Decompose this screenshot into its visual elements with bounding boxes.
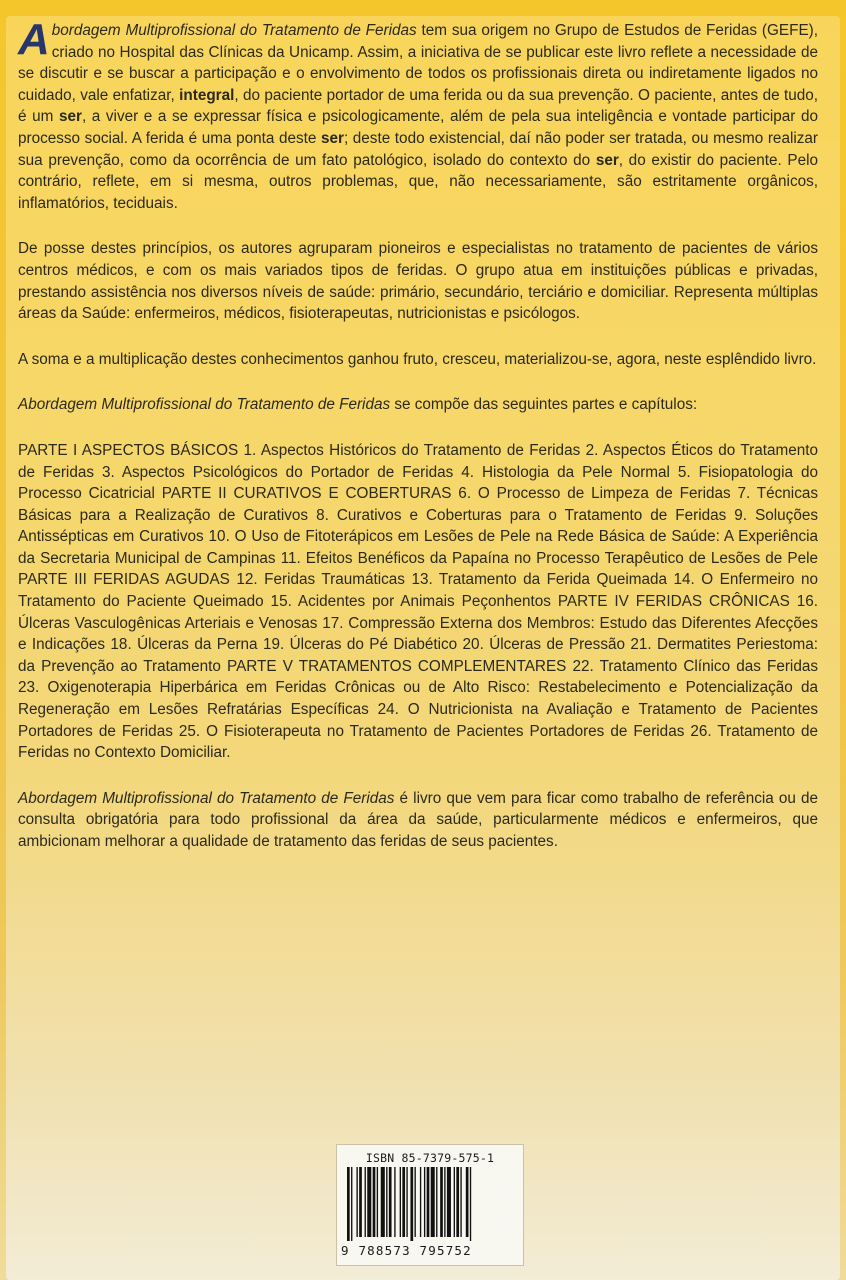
barcode-bar — [410, 1167, 413, 1241]
barcode-bar — [436, 1167, 437, 1237]
barcode-bar — [424, 1167, 425, 1237]
text-run: tem sua origem no Grupo de Estudos de Feridas (GEFE), criado no Hospital das Clínicas da Unicamp. Assim, a iniciativa de se publicar este livro reflete a necessidade de se discutir e se buscar a participação e o envolvimento de todos os profissionais direta ou indiretamente ligados no cuidado, vale enfatizar, — [18, 22, 818, 104]
barcode-bar — [440, 1167, 443, 1237]
barcode-bar — [389, 1167, 392, 1237]
book-title: Abordagem Multiprofissional do Tratamento de Feridas — [18, 789, 395, 807]
bold-word: integral — [179, 86, 235, 104]
bold-word: ser — [595, 151, 619, 169]
book-title: bordagem Multiprofissional do Tratamento de Feridas — [51, 22, 417, 39]
isbn-label: ISBN 85-7379-575-1 — [365, 1151, 495, 1165]
barcode-bar — [347, 1167, 350, 1241]
contents-intro-paragraph — [18, 394, 818, 416]
barcode-bar — [420, 1167, 421, 1237]
principles-paragraph: De posse destes princípios, os autores agruparam pioneiros e especialistas no tratamento de pacientes de vários centros médicos, e com os mais variados tipos de feridas. O grupo atua em instituições públicas e privadas, prestando assistência nos diversos níveis de saúde: primário, secundário, terciário e domiciliar. Representa múltiplas áreas da Saúde: enfermeiros, médicos, fisioterapeutas, nutricionistas e psicólogos. — [18, 240, 818, 323]
text-run: , a viver e a se expressar física e psicologicamente, além de pela sua inteligência e vontade participar do processo social. A ferida é uma ponta deste — [18, 108, 818, 147]
barcode-bar — [460, 1167, 461, 1237]
barcode-bar — [377, 1167, 378, 1237]
summary-paragraph: A soma e a multiplicação destes conhecimentos ganhou fruto, cresceu, materializou-se, agora, neste esplêndido livro. — [18, 350, 817, 368]
isbn-barcode — [336, 1144, 524, 1266]
barcode-bar — [406, 1167, 407, 1237]
ean-digits: 9 788573 795752 — [341, 1243, 472, 1258]
bold-word: ser — [320, 129, 344, 147]
barcode-bar — [351, 1167, 352, 1241]
text-run: é livro que vem para ficar como trabalho de referência ou de consulta obrigatória para todo profissional da área da saúde, particularmente médicos e enfermeiros, que ambicionam melhorar a qualidade de tratamento das feridas de seus pacientes. — [18, 789, 819, 850]
barcode-bar — [415, 1167, 416, 1237]
barcode-bar — [381, 1167, 385, 1237]
barcode-bar — [427, 1167, 430, 1237]
barcode-bar — [454, 1167, 455, 1237]
barcode-bar — [365, 1167, 366, 1237]
barcode-bar — [444, 1167, 445, 1237]
barcode-bar — [447, 1167, 451, 1237]
barcode-bar — [359, 1167, 362, 1237]
drop-cap: A — [18, 15, 50, 64]
chapter-list-paragraph: PARTE I ASPECTOS BÁSICOS 1. Aspectos Históricos do Tratamento de Feridas 2. Aspectos Éticos do Tratamento de Feridas 3. Aspectos Psicológicos do Portador de Feridas 4. Histologia da Pele Normal 5. Fisiopatologia do Processo Cicatricial PARTE II CURATIVOS E COBERTURAS 6. O Processo de Limpeza de Feridas 7. Técnicas Básicas para a Realização de Curativos 8. Curativos e Coberturas para o Tratamento de Feridas 9. Soluções Antissépticas em Curativos 10. O Uso de Fitoterápicos em Lesões de Pele na Rede Básica de Saúde: A Experiência da Secretaria Municipal de Campinas 11. Efeitos Benéficos da Papaína no Processo Terapêutico de Lesões de Pele PARTE III FERIDAS AGUDAS 12. Feridas Traumáticas 13. Tratamento da Ferida Queimada 14. O Enfermeiro no Tratamento do Paciente Queimado 15. Acidentes por Animais Peçonhentos PARTE IV FERIDAS CRÔNICAS 16. Úlceras Vasculogênicas Arteriais e Venosas 17. Compressão Externa dos Membros: Estudo das Diferentes Afecções e Indicações 18. Úlceras da Perna 19. Úlceras do Pé Diabético 20. Úlceras de Pressão 21. Dermatites Periestoma: da Prevenção ao Tratamento PARTE V TRATAMENTOS COMPLEMENTARES 22. Tratamento Clínico das Feridas 23. Oxigenoterapia Hiperbárica em Feridas Crônicas ou de Alto Risco: Restabelecimento e Potencialização da Regeneração em Lesões Refratárias Específicas 24. O Nutricionista na Avaliação e Tratamento de Pacientes Portadores de Feridas 25. O Fisioterapeuta no Tratamento de Pacientes Portadores de Feridas 26. Tratamento de Feridas no Contexto Domiciliar. — [18, 441, 818, 762]
text-run: ; deste todo existencial, daí não poder ser tratada, ou mesmo realizar sua prevenção, como da ocorrência de um fato patológico, isolado do contexto do — [18, 129, 818, 169]
barcode-bar — [386, 1167, 387, 1237]
barcode-bar — [394, 1167, 395, 1237]
book-title: Abordagem Multiprofissional do Tratamento de Feridas — [18, 396, 391, 414]
barcode-bar — [470, 1167, 471, 1241]
barcode-bar — [431, 1167, 435, 1237]
barcode-bars — [347, 1167, 513, 1241]
barcode-bar — [367, 1167, 371, 1237]
intro-paragraph — [18, 15, 818, 214]
barcode-bar — [402, 1167, 405, 1237]
barcode-bar — [373, 1167, 376, 1237]
text-run: , do paciente portador de uma ferida ou da sua prevenção. O paciente, antes de tudo, é um — [18, 86, 818, 126]
bold-word: ser — [58, 108, 82, 126]
closing-paragraph — [18, 788, 818, 853]
text-run: , do existir do paciente. Pelo contrário, reflete, em si mesma, outros problemas, que, não necessariamente, são estritamente orgânicos, inflamatórios, teciduais. — [18, 151, 818, 212]
cover-text — [18, 15, 819, 877]
barcode-bar — [400, 1167, 401, 1237]
barcode-bar — [356, 1167, 357, 1237]
barcode-bar — [456, 1167, 459, 1237]
text-run: se compõe das seguintes partes e capítulos: — [390, 396, 698, 414]
barcode-bar — [466, 1167, 469, 1237]
